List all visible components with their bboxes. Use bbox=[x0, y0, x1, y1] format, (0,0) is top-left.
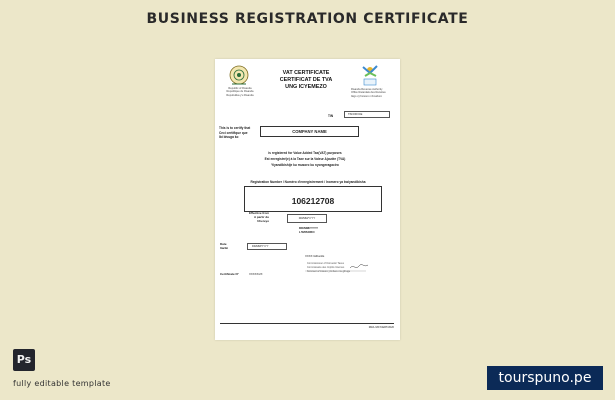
effective-sub-line: L'IMISORO bbox=[299, 230, 315, 235]
document-title bbox=[263, 70, 349, 90]
authority-caption-line: Ikigo cy'Imisoro n'Amahoro bbox=[351, 94, 382, 98]
signatory-role-line: Commissioner of Domestic Taxes bbox=[307, 262, 345, 265]
certificate-number-label: Certificate N° bbox=[220, 272, 239, 276]
certify-line: Ibi bivuga ko bbox=[219, 135, 239, 140]
tin-label: TIN bbox=[328, 114, 334, 118]
signatory-role-line: Komiseri w'imisoro y'imbere mu gihugu bbox=[307, 269, 351, 273]
page-title: BUSINESS REGISTRATION CERTIFICATE bbox=[146, 11, 469, 27]
registration-number-box[interactable] bbox=[244, 186, 382, 212]
statement-line: Est enregistré(e) à la Taxe sur la Valeur Ajoutée (TVA) bbox=[264, 157, 346, 162]
seal-caption-line: Republique du Rwanda bbox=[226, 90, 254, 94]
signatory-name: XXXX Gilhardis bbox=[305, 254, 325, 258]
date-field[interactable]: DD/MM/YYYY bbox=[247, 243, 287, 250]
effective-label bbox=[243, 211, 269, 224]
seal-caption-line: Republic of Rwanda bbox=[228, 87, 252, 90]
seal-caption-line: Repubulika y'u Rwanda bbox=[226, 93, 254, 97]
statement-line: Yiyandikishije ku musoro ku nyongeragaciro bbox=[271, 163, 339, 168]
company-name-field[interactable]: COMPANY NAME bbox=[260, 126, 359, 137]
registration-statement bbox=[247, 150, 363, 169]
editable-caption: fully editable template bbox=[13, 379, 111, 388]
certificate-number[interactable]: XXXXX/2X bbox=[249, 272, 263, 276]
effective-sub-line: DD/MM/YYYY bbox=[299, 226, 319, 230]
footer-divider bbox=[220, 323, 394, 324]
registration-number: 106212708 bbox=[291, 196, 335, 206]
effective-line: Uhereye bbox=[257, 219, 269, 224]
authority-caption bbox=[351, 88, 397, 98]
effective-line: A partir du bbox=[253, 215, 269, 220]
rwanda-emblem-icon bbox=[229, 65, 249, 87]
effective-line: Effective from bbox=[248, 211, 269, 215]
certificate-document bbox=[215, 59, 400, 340]
statement-line: is registered for Value Added Tax(VAT) purposes bbox=[268, 151, 342, 155]
brand-badge[interactable]: tourspuno.pe bbox=[487, 366, 603, 390]
title-line: VAT CERTIFICATE bbox=[282, 70, 330, 76]
tin-field[interactable]: TIN/OFFICE bbox=[344, 111, 390, 118]
certify-line: This is to certify that bbox=[219, 126, 251, 130]
certify-line: Ceci certifique que bbox=[219, 130, 248, 135]
title-line: UNG ICYEMEZO bbox=[285, 83, 327, 90]
authority-caption-line: Office Rwandais des Recettes bbox=[351, 91, 386, 95]
title-line: CERTIFICAT DE TVA bbox=[279, 76, 333, 83]
effective-subtext bbox=[299, 226, 329, 235]
authority-caption-line: Rwanda Revenue Authority bbox=[351, 88, 383, 91]
signatory-role-line: Commissaire des Impôts Internes bbox=[307, 265, 345, 269]
registration-number-label: Registration Number / Numéro d'enregistrement / Inomero ya kwiyandikisha bbox=[250, 180, 366, 184]
rra-logo-icon bbox=[355, 64, 385, 90]
signatory-roles bbox=[307, 262, 369, 273]
date-line: Itariki bbox=[220, 246, 229, 251]
certify-label bbox=[219, 126, 259, 140]
effective-date-field[interactable]: DD/MM/YYYY bbox=[287, 214, 327, 223]
date-line: Date bbox=[220, 242, 227, 246]
photoshop-icon: Ps bbox=[13, 349, 35, 371]
footer-code: RRA-VAT/CERT/2020 bbox=[368, 326, 394, 329]
date-label bbox=[220, 242, 228, 251]
seal-caption bbox=[218, 87, 262, 97]
